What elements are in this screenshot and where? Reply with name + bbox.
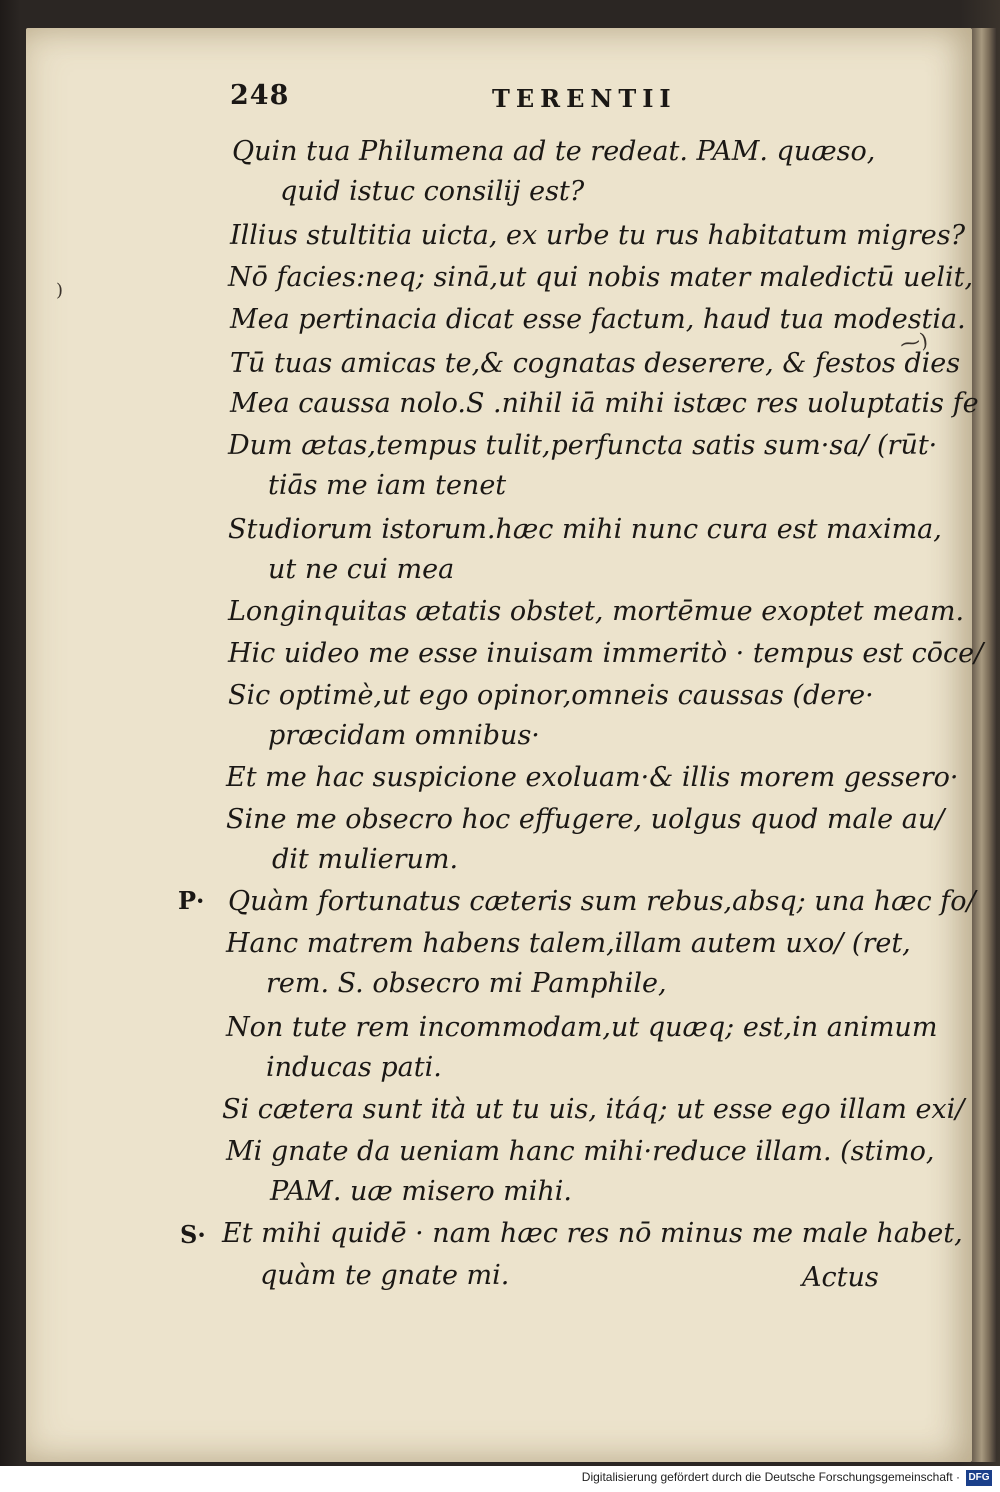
text-line: Illius stultitia uicta, ex urbe tu rus habitatum migres? [230,220,966,251]
text-line: quàm te gnate mi. [260,1260,510,1291]
text-line: Hic uideo me esse inuisam immeritò · tempus est cōce/ [228,638,984,669]
text-line: Et mihi quidē · nam hæc res nō minus me male habet, [222,1218,963,1249]
marginal-ink-mark: ⁓) [898,327,930,357]
text-line: Mi gnate da ueniam hanc mihi·reduce illam. (stimo, [226,1136,935,1167]
text-line: Dum ætas,tempus tulit,perfuncta satis sum·sa/ (rūt· [228,430,938,461]
speaker-marker: P· [178,886,205,915]
speaker-marker: S· [180,1220,206,1249]
text-line: Hanc matrem habens talem,illam autem uxo/ (ret, [226,928,911,959]
text-line: dit mulierum. [272,844,459,875]
text-line: Sine me obsecro hoc effugere, uolgus quod male au/ [226,804,945,835]
running-title: TERENTII [492,84,677,113]
page-edge [972,28,996,1462]
dfg-logo: DFG [966,1470,992,1486]
text-line: inducas pati. [266,1052,442,1083]
text-line: præcidam omnibus· [268,720,540,751]
text-line: Studiorum istorum.hæc mihi nunc cura est maxima, [228,514,942,545]
text-line: Mea caussa nolo.S .nihil iā mihi istæc res uoluptatis fe [230,388,979,419]
text-line: Mea pertinacia dicat esse factum, haud tua modestia. [230,304,966,335]
text-line: Nō facies:neq; sinā,ut qui nobis mater maledictū uelit, [228,262,974,293]
text-line: Sic optimè,ut ego opinor,omneis caussas (dere· [228,680,874,711]
text-line: Quin tua Philumena ad te redeat. PAM. quæso, [232,136,876,167]
footer-bar [0,1466,1000,1492]
text-line: Tū tuas amicas te,& cognatas deserere, & festos dies [230,348,961,379]
text-line: Longinquitas ætatis obstet, mortēmue exoptet meam. [228,596,965,627]
funding-credit: Digitalisierung gefördert durch die Deutsche Forschungsgemeinschaft · [581,1470,960,1484]
page-number: 248 [230,80,290,111]
margin-bracket-mark: ) [56,280,64,301]
text-line: ut ne cui mea [268,554,455,585]
text-line: tiās me iam tenet [268,470,507,501]
text-line: Et me hac suspicione exoluam·& illis morem gessero· [226,762,959,793]
text-line: PAM. uæ misero mihi. [270,1176,573,1207]
text-line: rem. S. obsecro mi Pamphile, [266,968,667,999]
catchword: Actus [802,1262,879,1293]
text-line: quid istuc consilij est? [280,176,585,207]
text-line: Non tute rem incommodam,ut quæq; est,in animum [226,1012,938,1043]
text-line: Si cætera sunt ità ut tu uis, itáq; ut esse ego illam exi/ [222,1094,965,1125]
text-line: Quàm fortunatus cæteris sum rebus,absq; una hæc fo/ [228,886,976,917]
